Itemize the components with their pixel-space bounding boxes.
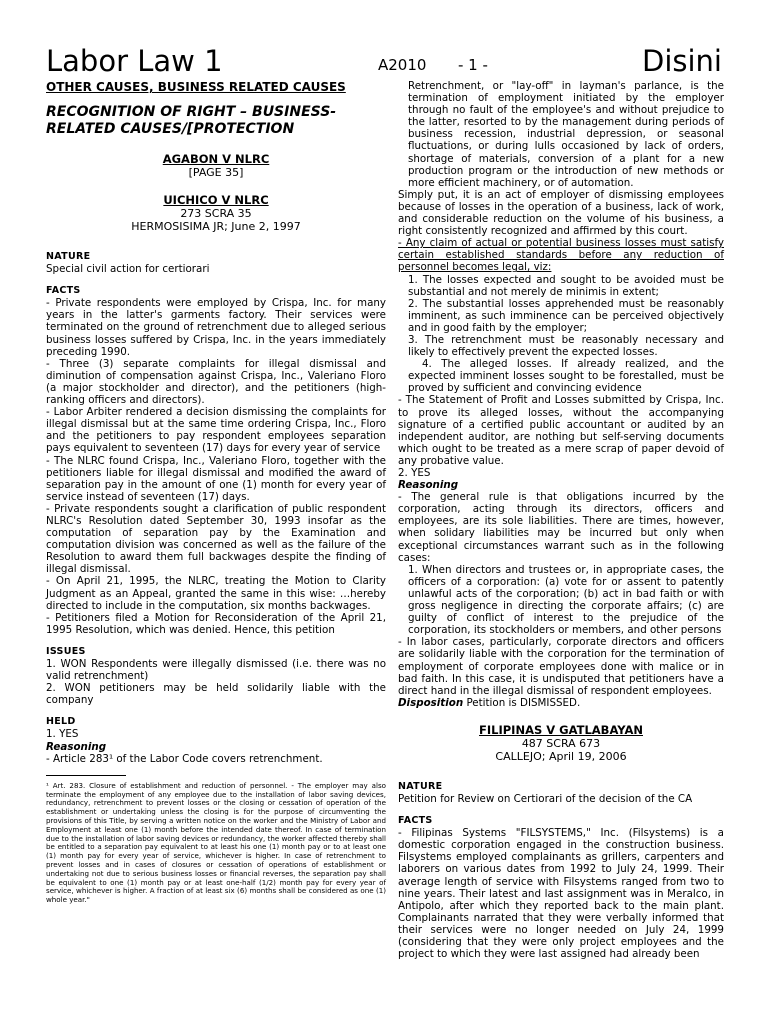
standard-item: 4. The alleged losses. If already realized, and the expected imminent losses sought to be forestalled, must be proved by sufficient and convincing evidence <box>408 358 724 395</box>
reasoning-label: Reasoning <box>46 740 107 753</box>
section-title: OTHER CAUSES, BUSINESS RELATED CAUSES <box>46 80 346 94</box>
facts-paragraph: - The NLRC found Crispa, Inc., Valeriano Floro, together with the petitioners liable for illegal dismissal and modified the award of separation pay in the amount of one (1) month for every year of service instead of seventeen (17) days. <box>46 454 386 503</box>
general-rule-paragraph: - The general rule is that obligations incurred by the corporation, acting through its directors, officers and employees, are its sole liabilities. There are times, however, when solidary liabilities may be incurred but only when exceptional circumstances warrant such as in the following cases: <box>398 491 724 564</box>
statement-paragraph: - The Statement of Profit and Losses submitted by Crispa, Inc. to prove its alleged losses, without the accompanying signature of a certified public accountant or audited by an independent auditor, are nothing but self-serving documents which ought to be treated as a mere scrap of paper devoid of any probative value. <box>398 394 724 467</box>
case-title: UICHICO V NLRC <box>163 193 269 207</box>
issue-item: 2. WON petitioners may be held solidarily liable with the company <box>46 682 386 707</box>
header-title: Labor Law 1 <box>46 44 223 78</box>
held-label: HELD <box>46 716 76 728</box>
disposition <box>398 697 724 709</box>
disposition-text: Petition is DISMISSED. <box>463 696 581 709</box>
issues-label: ISSUES <box>46 645 86 657</box>
facts-paragraph: - Private respondents were employed by Crispa, Inc. for many years in the latter's garments factory. Their services were terminated on the ground of retrenchment due to alleged serious business losses suffered by Crispa, Inc. in the years immediately preceding 1990. <box>46 297 386 358</box>
case-ponente: HERMOSISIMA JR; June 2, 1997 <box>131 220 301 233</box>
standard-item: 1. The losses expected and sought to be avoided must be substantial and not merely de minimis in extent; <box>408 273 724 298</box>
right-column <box>398 80 724 960</box>
facts-paragraph: - Private respondents sought a clarification of public respondent NLRC's Resolution dated September 30, 1993 insofar as the computation of separation pay by the Examination and computation division was concerned as well as the failure of the Resolution to award them full backwages despite the finding of illegal dismissal. <box>46 502 386 576</box>
held-answer: 2. YES <box>398 467 431 479</box>
facts-paragraph: - Petitioners filed a Motion for Reconsideration of the April 21, 1995 Resolution, which was denied. Hence, this petition <box>46 611 386 636</box>
left-column <box>46 80 386 905</box>
section-subtitle: RECOGNITION OF RIGHT – BUSINESS-RELATED CAUSES/[PROTECTION <box>46 104 337 137</box>
labor-cases-paragraph: - In labor cases, particularly, corporate directors and officers are solidarily liable with the corporation for the termination of employment of corporate employees done with malice or in bad faith. In this case, it is undisputed that petitioners have a direct hand in the illegal dismissal of respondent employees. <box>398 636 724 697</box>
footnote: ¹ Art. 283. Closure of establishment and reduction of personnel. - The employer may also terminate the employment of any employee due to the installation of labor saving devices, redundancy, retrenchment to prevent losses or the closing or cessation of operation of the establishment or undertaking unless the closing is for the purpose of circumventing the provisions of this Title, by serving a written notice on the worker and the Ministry of Labor and Employment at least one (1) month before the intended date thereof. In case of termination due to the installation of labor saving devices or redundancy, the worker affected thereby shall be entitled to a separation pay equivalent to at least his one (1) month pay or to at least one (1) month pay for every year of service, whichever is higher. In case of retrenchment to prevent losses and in cases of closures or cessation of operations of establishment or undertaking not due to serious business losses or financial reverses, the separation pay shall be equivalent to one (1) month pay or at least one-half (1/2) month pay for every year of service, whichever is higher. A fraction of at least six (6) months shall be considered as one (1) whole year." <box>46 780 386 905</box>
header-code: A2010 <box>378 56 427 74</box>
nature-label: NATURE <box>398 780 443 792</box>
facts-label: FACTS <box>398 815 433 827</box>
standards-paragraph: - Any claim of actual or potential business losses must satisfy certain established standards before any reduction of personnel becomes legal, viz: <box>398 237 724 274</box>
facts-paragraph: - Three (3) separate complaints for illegal dismissal and diminution of compensation against Crispa, Inc., Valeriano Floro (a major stockholder and director), and the petitioners (high-ranking officers and directors). <box>46 357 386 407</box>
footnote-divider <box>46 775 126 776</box>
header-author: Disini <box>642 44 722 78</box>
case-title: FILIPINAS V GATLABAYAN <box>479 722 643 737</box>
facts-paragraph: - On April 21, 1995, the NLRC, treating the Motion to Clarity Judgment as an Appeal, granted the same in this wise: …hereby directed to include in the computation, six months backwages. <box>46 575 386 612</box>
issue-item: 1. WON Respondents were illegally dismissed (i.e. there was no valid retrenchment) <box>46 658 386 683</box>
directors-paragraph: 1. When directors and trustees or, in appropriate cases, the officers of a corporation: (a) vote for or assent to patently unlawful acts of the corporation; (b) act in bad faith or with gross negligence in directing the corporate affairs; (c) are guilty of conflict of interest to the prejudice of the corporation, its stockholders or members, and other persons <box>408 563 724 637</box>
header-page-number: - 1 - <box>458 56 488 74</box>
facts-paragraph: - Filipinas Systems "FILSYSTEMS," Inc. (Filsystems) is a domestic corporation engaged in the construction business. Filsystems employed complainants as grillers, carpenters and laborers on various dates from 1992 to July 24, 1999. Their average length of service with Filsystems ranged from two to nine years. Their latest and last assignment was in Meralco, in Antipolo, after which they reported back to the main plant. Complainants narrated that they were verbally informed that their services were no longer needed on July 24, 1999 (considering that they were only project employees and the project to which they were last assigned had already been <box>398 827 724 961</box>
reasoning-text: - Article 283¹ of the Labor Code covers retrenchment. <box>46 752 323 765</box>
facts-paragraph: - Labor Arbiter rendered a decision dismissing the complaints for illegal dismissal but at the same time ordering Crispa, Inc., Floro and the petitioners to pay respondent employees separation pays equivalent to seventeen (17) days for every year of service <box>46 406 386 455</box>
held-answer: 1. YES <box>46 728 79 741</box>
case-reference: [PAGE 35] <box>188 166 244 179</box>
standard-item: 3. The retrenchment must be reasonably necessary and likely to effectively prevent the expected losses. <box>408 333 724 359</box>
page-header <box>46 44 722 80</box>
simply-put-paragraph: Simply put, it is an act of employer of dismissing employees because of losses in the operation of a business, lack of work, and considerable reduction on the volume of his business, a right consistently recognized and affirmed by this court. <box>398 188 724 238</box>
disposition-label: Disposition <box>398 696 464 709</box>
case-citation: 273 SCRA 35 <box>180 207 252 220</box>
reasoning-label: Reasoning <box>398 479 459 492</box>
case-citation: 487 SCRA 673 <box>521 736 601 750</box>
nature-text: Petition for Review on Certiorari of the decision of the CA <box>398 792 693 805</box>
retrenchment-definition: Retrenchment, or "lay-off" in layman's parlance, is the termination of employment initiated by the employer through no fault of the employee's and without prejudice to the latter, resorted to by the management during periods of business recession, industrial depression, or seasonal fluctuations, or during lulls occasioned by lack of orders, shortage of materials, conversion of a plant for a new production program or the introduction of new methods or more efficient machinery, or of automation. <box>408 80 724 189</box>
standard-item: 2. The substantial losses apprehended must be reasonably imminent, as such imminence can be perceived objectively and in good faith by the employer; <box>408 297 724 334</box>
nature-text: Special civil action for certiorari <box>46 263 210 276</box>
case-ponente: CALLEJO; April 19, 2006 <box>495 749 627 763</box>
facts-label: FACTS <box>46 285 81 297</box>
nature-label: NATURE <box>46 251 91 262</box>
case-title: AGABON V NLRC <box>162 152 270 166</box>
